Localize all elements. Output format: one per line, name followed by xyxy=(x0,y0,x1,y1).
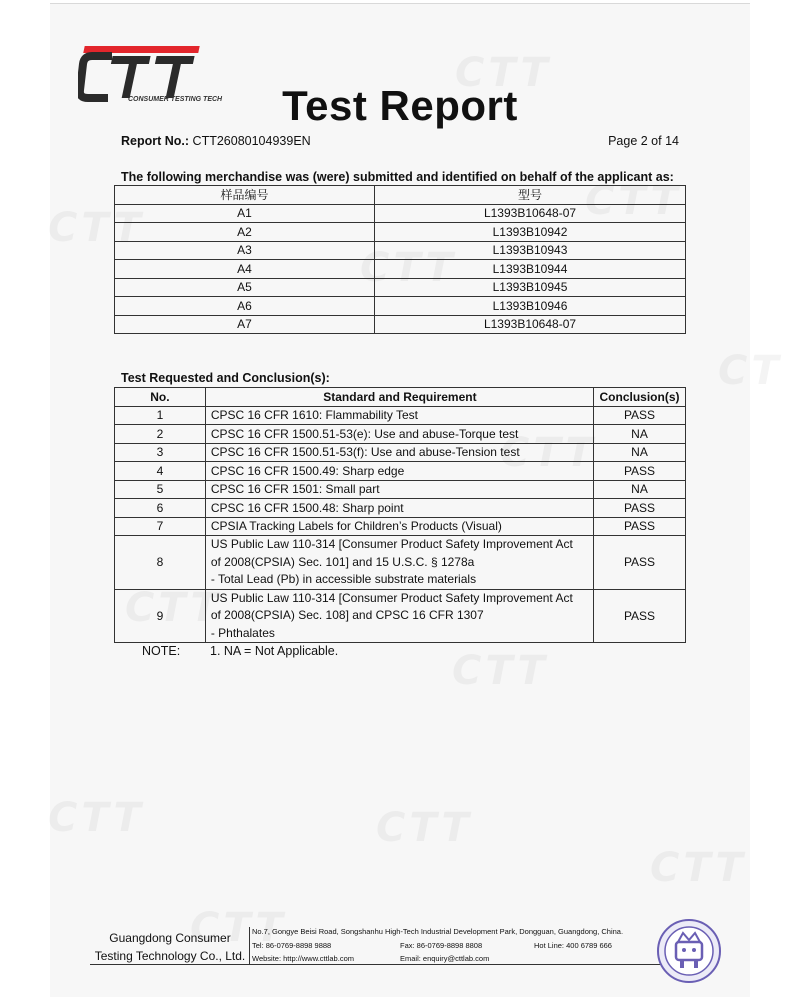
report-number-value: CTT26080104939EN xyxy=(192,134,311,148)
table-row xyxy=(115,315,686,334)
table-header-row xyxy=(115,388,686,407)
model-cell: L1393B10648-07 xyxy=(375,204,686,223)
table-row xyxy=(115,223,686,242)
standard-line: CPSC 16 CFR 1610: Flammability Test xyxy=(210,408,419,423)
standard-line: of 2008(CPSIA) Sec. 108] and CPSC 16 CFR 1307 xyxy=(210,608,484,622)
standard-cell xyxy=(205,406,593,425)
table-row xyxy=(115,278,686,297)
test-number-cell: 1 xyxy=(115,406,206,425)
standard-cell xyxy=(205,425,593,444)
logo-tagline: CONSUMER TESTING TECH xyxy=(128,96,223,103)
column-header: Conclusion(s) xyxy=(594,388,686,407)
sample-id-cell: A6 xyxy=(115,297,375,316)
table-row xyxy=(115,406,686,425)
note-label: NOTE: xyxy=(142,644,181,658)
model-cell: L1393B10945 xyxy=(375,278,686,297)
page-indicator: Page 2 of 14 xyxy=(608,134,679,148)
sample-id-cell: A5 xyxy=(115,278,375,297)
sample-id-cell: A7 xyxy=(115,315,375,334)
standard-cell xyxy=(205,499,593,518)
footer-email[interactable]: Email: enquiry@cttlab.com xyxy=(400,954,490,963)
table-row xyxy=(115,260,686,279)
test-number-cell: 9 xyxy=(115,589,206,643)
standard-cell xyxy=(205,517,593,536)
conclusion-cell: PASS xyxy=(594,462,686,481)
test-number-cell: 4 xyxy=(115,462,206,481)
merchandise-section-title: The following merchandise was (were) submitted and identified on behalf of the applicant as: xyxy=(121,170,674,184)
model-cell: L1393B10942 xyxy=(375,223,686,242)
standard-line: CPSC 16 CFR 1500.49: Sharp edge xyxy=(210,463,405,478)
standard-line: CPSIA Tracking Labels for Children’s Products (Visual) xyxy=(210,519,502,534)
model-cell: L1393B10943 xyxy=(375,241,686,260)
sample-id-cell: A3 xyxy=(115,241,375,260)
table-row xyxy=(115,297,686,316)
footer-fax: Fax: 86-0769-8898 8808 xyxy=(400,941,483,950)
sample-id-cell: A4 xyxy=(115,260,375,279)
top-divider xyxy=(50,3,750,4)
conclusion-cell: PASS xyxy=(594,499,686,518)
model-cell: L1393B10648-07 xyxy=(375,315,686,334)
footer-tel: Tel: 86-0769-8898 9888 xyxy=(252,941,332,950)
table-row xyxy=(115,241,686,260)
sample-id-cell: A2 xyxy=(115,223,375,242)
standard-line: CPSC 16 CFR 1500.51-53(f): Use and abuse-Tension test xyxy=(210,445,520,460)
certification-seal-icon xyxy=(656,918,722,984)
table-row xyxy=(115,443,686,462)
standard-line: US Public Law 110-314 [Consumer Product Safety Improvement Act xyxy=(210,537,573,551)
standard-cell xyxy=(205,589,593,643)
table-row xyxy=(115,204,686,223)
conclusion-cell: PASS xyxy=(594,517,686,536)
standard-line: of 2008(CPSIA) Sec. 101] and 15 U.S.C. § 1278a xyxy=(210,554,475,569)
sample-id-cell: A1 xyxy=(115,204,375,223)
tests-section-title: Test Requested and Conclusion(s): xyxy=(121,371,330,385)
test-number-cell: 8 xyxy=(115,536,206,590)
table-row xyxy=(115,589,686,643)
test-number-cell: 7 xyxy=(115,517,206,536)
standard-line: - Phthalates xyxy=(210,625,275,640)
test-number-cell: 2 xyxy=(115,425,206,444)
standard-line: - Total Lead (Pb) in accessible substrate materials xyxy=(210,572,477,586)
model-cell: L1393B10944 xyxy=(375,260,686,279)
standard-line: CPSC 16 CFR 1501: Small part xyxy=(210,482,380,497)
table-row xyxy=(115,499,686,518)
company-line: Testing Technology Co., Ltd. xyxy=(94,949,246,963)
footer-address: No.7, Gongye Beisi Road, Songshanhu High-Tech Industrial Development Park, Dongguan, Guangdong, China. xyxy=(252,927,624,936)
column-header: 样品编号 xyxy=(115,186,375,205)
footer-hotline: Hot Line: 400 6789 666 xyxy=(534,941,612,950)
company-line: Guangdong Consumer xyxy=(109,931,231,945)
conclusion-cell: PASS xyxy=(594,536,686,590)
table-row xyxy=(115,480,686,499)
table-row xyxy=(115,536,686,590)
footer-website[interactable]: Website: http://www.cttlab.com xyxy=(252,954,354,963)
standard-cell xyxy=(205,480,593,499)
standard-cell xyxy=(205,536,593,590)
standard-line: CPSC 16 CFR 1500.48: Sharp point xyxy=(210,500,404,515)
model-cell: L1393B10946 xyxy=(375,297,686,316)
standard-cell xyxy=(205,443,593,462)
column-header: No. xyxy=(115,388,206,407)
column-header: 型号 xyxy=(375,186,686,205)
conclusion-cell: NA xyxy=(594,443,686,462)
test-number-cell: 6 xyxy=(115,499,206,518)
standard-cell xyxy=(205,462,593,481)
column-header: Standard and Requirement xyxy=(205,388,593,407)
conclusion-cell: NA xyxy=(594,480,686,499)
standard-line: US Public Law 110-314 [Consumer Product Safety Improvement Act xyxy=(210,590,573,605)
footer-rule xyxy=(90,964,710,965)
table-row xyxy=(115,462,686,481)
table-header-row xyxy=(115,186,686,205)
report-number-label: Report No.: xyxy=(121,134,190,148)
table-row xyxy=(115,425,686,444)
report-title: Test Report xyxy=(282,82,518,129)
test-number-cell: 5 xyxy=(115,480,206,499)
tests-table xyxy=(114,387,686,643)
conclusion-cell: PASS xyxy=(594,589,686,643)
table-row xyxy=(115,517,686,536)
footer-divider xyxy=(249,927,250,965)
footer-company xyxy=(90,929,250,965)
standard-line: CPSC 16 CFR 1500.51-53(e): Use and abuse-Torque test xyxy=(210,426,519,441)
conclusion-cell: NA xyxy=(594,425,686,444)
conclusion-cell: PASS xyxy=(594,406,686,425)
note-text: 1. NA = Not Applicable. xyxy=(210,644,339,658)
report-number xyxy=(121,134,311,148)
merchandise-table xyxy=(114,185,686,334)
test-number-cell: 3 xyxy=(115,443,206,462)
